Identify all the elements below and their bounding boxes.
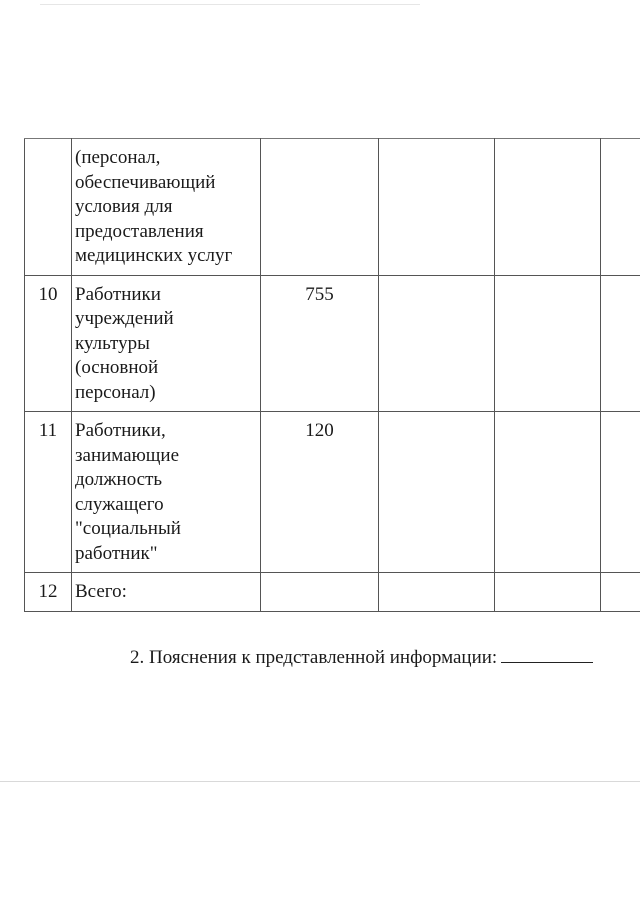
table-row (25, 275, 640, 412)
row-name (72, 275, 261, 412)
row-name-line: (основной (75, 357, 159, 378)
row-name-line: Всего: (75, 581, 127, 602)
row-value: 120 (261, 412, 379, 573)
row-name-line: должность (75, 469, 163, 490)
row-name (72, 139, 261, 276)
explanation-line (130, 644, 640, 670)
row-name-line: персонал) (75, 381, 156, 403)
scan-artifact-bottom (0, 781, 640, 782)
table-row-total (25, 573, 640, 612)
staff-table (24, 138, 640, 612)
row-number: 10 (25, 275, 72, 412)
scan-artifact-top (40, 4, 420, 5)
empty-cell (495, 412, 601, 573)
empty-cell (379, 573, 495, 612)
explanation-text: 2. Пояснения к представленной информации: (130, 647, 498, 668)
empty-cell (601, 412, 640, 573)
empty-cell (495, 573, 601, 612)
empty-cell (495, 275, 601, 412)
empty-cell (379, 412, 495, 573)
empty-cell (379, 275, 495, 412)
row-name-line: служащего (75, 493, 164, 515)
row-number (25, 139, 72, 276)
row-name-line: предоставления (75, 220, 204, 242)
row-name-line: обеспечивающий (75, 171, 216, 193)
row-number: 11 (25, 412, 72, 573)
row-name (72, 412, 261, 573)
table-row (25, 412, 640, 573)
empty-cell (601, 573, 640, 612)
row-name-line: занимающие (75, 444, 180, 466)
row-value (261, 573, 379, 612)
row-name-line: работник" (75, 542, 158, 564)
empty-cell (495, 139, 601, 276)
row-name-line: Работники (75, 283, 161, 305)
row-value (261, 139, 379, 276)
table-row (25, 139, 640, 276)
row-name-line: медицинских услуг (75, 245, 233, 266)
fill-in-blank (501, 644, 593, 663)
row-name-line: Работники, (75, 420, 166, 441)
row-number: 12 (25, 573, 72, 612)
empty-cell (601, 275, 640, 412)
row-name-line: культуры (75, 332, 150, 354)
row-name-line: (персонал, (75, 147, 161, 168)
row-name-line: "социальный (75, 518, 181, 539)
row-value: 755 (261, 275, 379, 412)
row-name (72, 573, 261, 612)
row-name-line: учреждений (75, 308, 174, 329)
empty-cell (601, 139, 640, 276)
empty-cell (379, 139, 495, 276)
row-name-line: условия для (75, 196, 173, 217)
